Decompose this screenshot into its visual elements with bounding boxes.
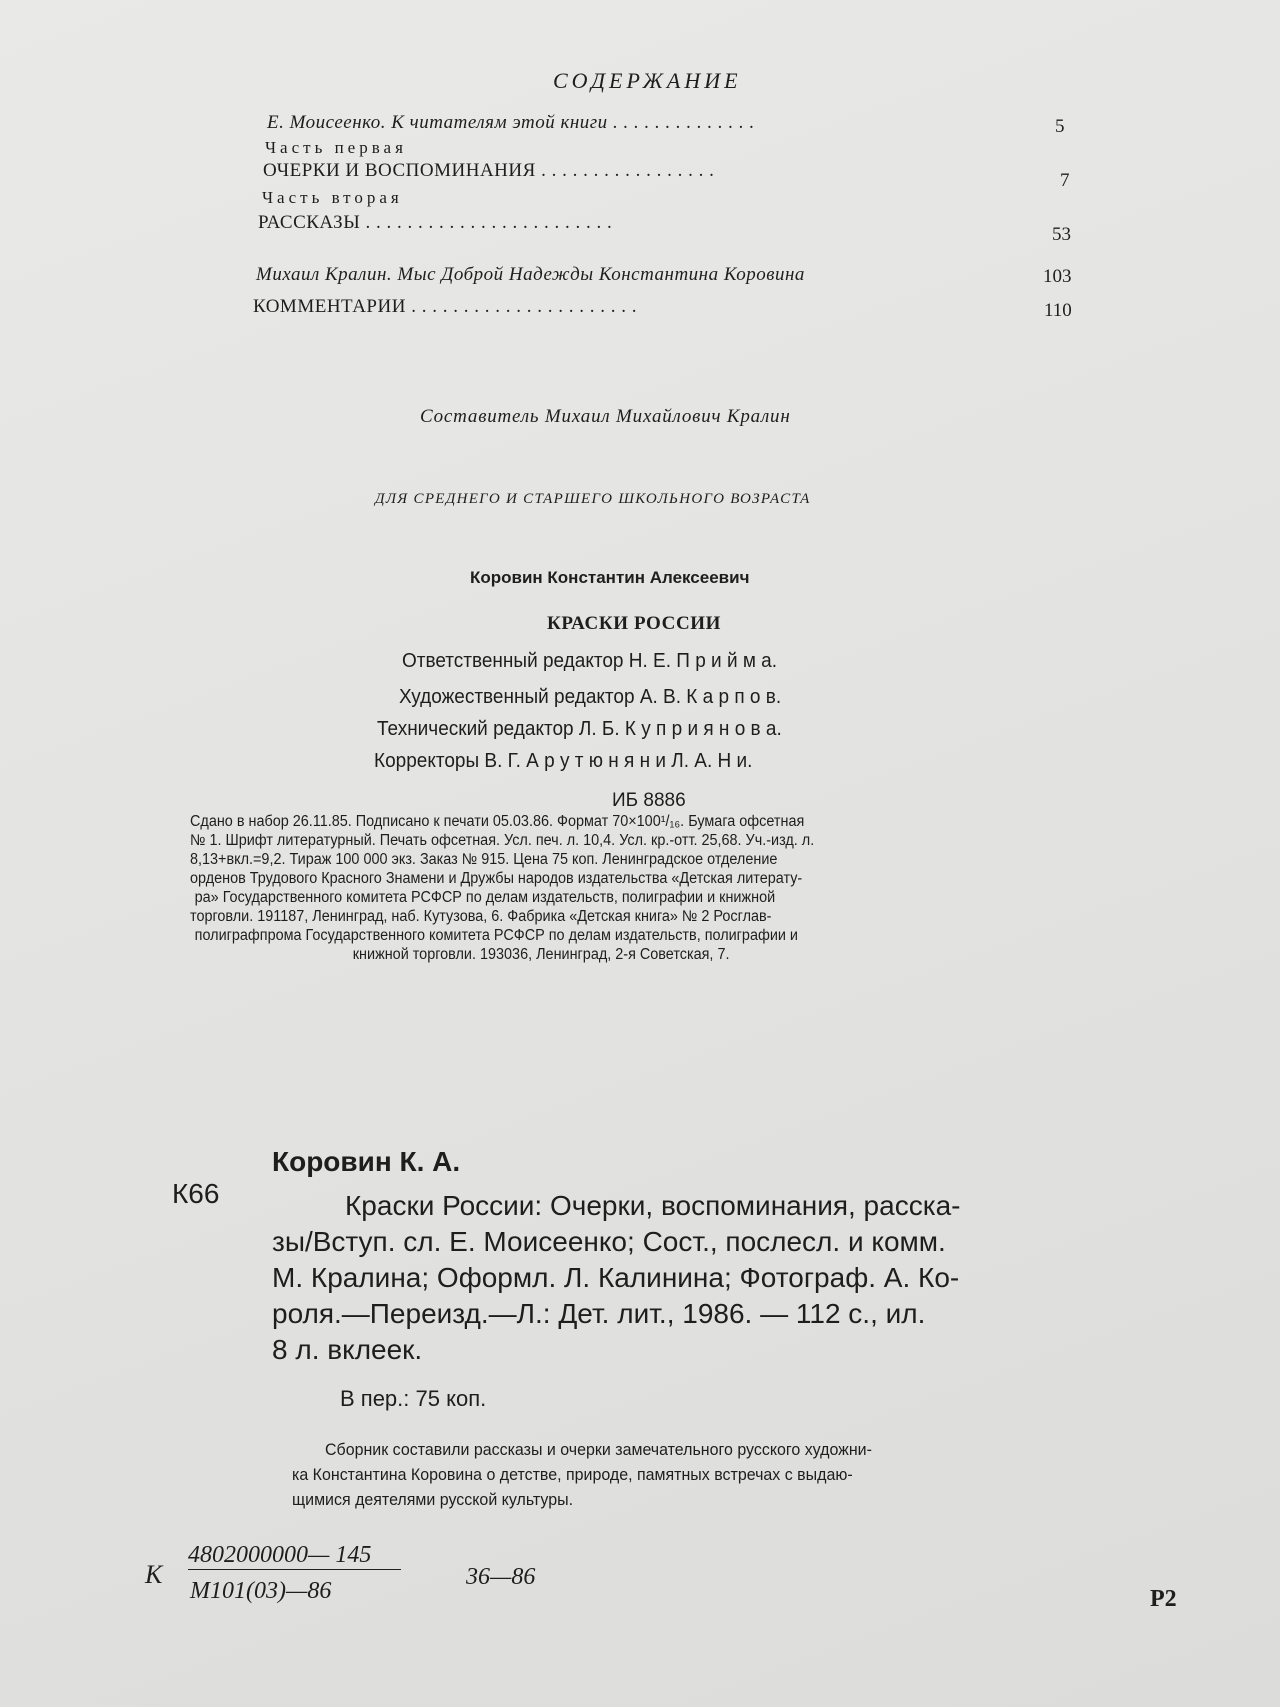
- editor-line: Ответственный редактор Н. Е. П р и й м а.: [402, 650, 778, 672]
- toc-page-number: 5: [1055, 116, 1065, 137]
- editor-line: Технический редактор Л. Б. К у п р и я н о в а.: [377, 718, 782, 740]
- toc-page-number: 110: [1044, 300, 1072, 321]
- book-title: КРАСКИ РОССИИ: [547, 613, 722, 634]
- catalog-line: зы/Вступ. сл. Е. Моисеенко; Сост., послесл. и комм.: [272, 1226, 946, 1257]
- toc-section-label: Часть вторая: [262, 188, 403, 207]
- toc-entry: КОММЕНТАРИИ . . . . . . . . . . . . . . . . . . . . . .: [253, 296, 637, 317]
- toc-page-number: 7: [1060, 170, 1070, 191]
- imprint-line: Сдано в набор 26.11.85. Подписано к печати 05.03.86. Формат 70×100¹/₁₆. Бумага офсетная: [190, 813, 805, 830]
- toc-entry: РАССКАЗЫ . . . . . . . . . . . . . . . . . . . . . . . .: [258, 212, 613, 233]
- toc-entry-text: Михаил Кралин. Мыс Доброй Надежды Константина Коровина: [256, 264, 805, 285]
- index-prefix: К: [145, 1560, 163, 1589]
- author-full-name: Коровин Константин Алексеевич: [470, 568, 750, 587]
- catalog-line: Краски России: Очерки, воспоминания, расска-: [345, 1190, 961, 1221]
- age-group: ДЛЯ СРЕДНЕГО И СТАРШЕГО ШКОЛЬНОГО ВОЗРАСТА: [375, 491, 811, 507]
- imprint-line: орденов Трудового Красного Знамени и Дружбы народов издательства «Детская литерату-: [190, 870, 803, 887]
- imprint: [190, 812, 1069, 964]
- index-suffix: 36—86: [466, 1564, 536, 1590]
- compiler-credit: Составитель Михаил Михайлович Кралин: [420, 406, 791, 427]
- imprint-line: полиграфпрома Государственного комитета РСФСР по делам издательств, полиграфии и: [194, 927, 798, 944]
- editor-line: Художественный редактор А. В. К а р п о в.: [399, 686, 782, 708]
- toc-entry: [256, 264, 805, 286]
- catalog-line: роля.—Переизд.—Л.: Дет. лит., 1986. — 112 с., ил.: [272, 1298, 926, 1329]
- toc-entry-text: РАССКАЗЫ: [258, 212, 361, 233]
- imprint-line: книжной торговли. 193036, Ленинград, 2-я Советская, 7.: [352, 946, 730, 963]
- catalog-code: К66: [172, 1178, 220, 1209]
- toc-section-label: Часть первая: [265, 138, 407, 157]
- editor-line: Корректоры В. Г. А р у т ю н я н и Л. А. Н и.: [374, 750, 753, 772]
- toc-entry-text: КОММЕНТАРИИ: [253, 296, 406, 317]
- toc-title: СОДЕРЖАНИЕ: [553, 68, 742, 93]
- catalog-line: 8 л. вклеек.: [272, 1334, 423, 1365]
- toc-page-number: 53: [1052, 224, 1071, 245]
- imprint-line: ра» Государственного комитета РСФСР по делам издательств, полиграфии и книжной: [194, 889, 776, 906]
- imprint-line: торговли. 191187, Ленинград, наб. Кутузова, 6. Фабрика «Детская книга» № 2 Росглав-: [190, 908, 772, 925]
- toc-entry: ОЧЕРКИ И ВОСПОМИНАНИЯ . . . . . . . . . . . . . . . . .: [263, 160, 715, 181]
- imprint-line: № 1. Шрифт литературный. Печать офсетная. Усл. печ. л. 10,4. Усл. кр.-отт. 25,68. Уч.-изд. л.: [190, 832, 815, 849]
- imprint-line: 8,13+вкл.=9,2. Тираж 100 000 экз. Заказ № 915. Цена 75 коп. Ленинградское отделение: [190, 851, 778, 868]
- annotation-line: Сборник составили рассказы и очерки замечательного русского художни-: [325, 1440, 872, 1459]
- toc-entry-text: Е. Моисеенко. К читателям этой книги: [267, 112, 608, 133]
- annotation-line: ка Константина Коровина о детстве, природе, памятных встречах с выдаю-: [292, 1465, 853, 1484]
- catalog-price: В пер.: 75 коп.: [340, 1386, 487, 1411]
- toc-entry: Е. Моисеенко. К читателям этой книги . . . . . . . . . . . . . .: [267, 112, 755, 133]
- catalog-line: М. Кралина; Оформл. Л. Калинина; Фотограф. А. Ко-: [272, 1262, 960, 1293]
- catalog-author: Коровин К. А.: [272, 1146, 461, 1177]
- index-denominator: М101(03)—86: [190, 1578, 332, 1604]
- toc-page-number: 103: [1043, 266, 1072, 287]
- bbk-code: Р2: [1150, 1586, 1177, 1612]
- ib-number: ИБ 8886: [612, 790, 686, 811]
- toc-entry-text: ОЧЕРКИ И ВОСПОМИНАНИЯ: [263, 160, 536, 181]
- index-numerator: 4802000000— 145: [188, 1542, 401, 1570]
- annotation-line: щимися деятелями русской культуры.: [292, 1490, 574, 1509]
